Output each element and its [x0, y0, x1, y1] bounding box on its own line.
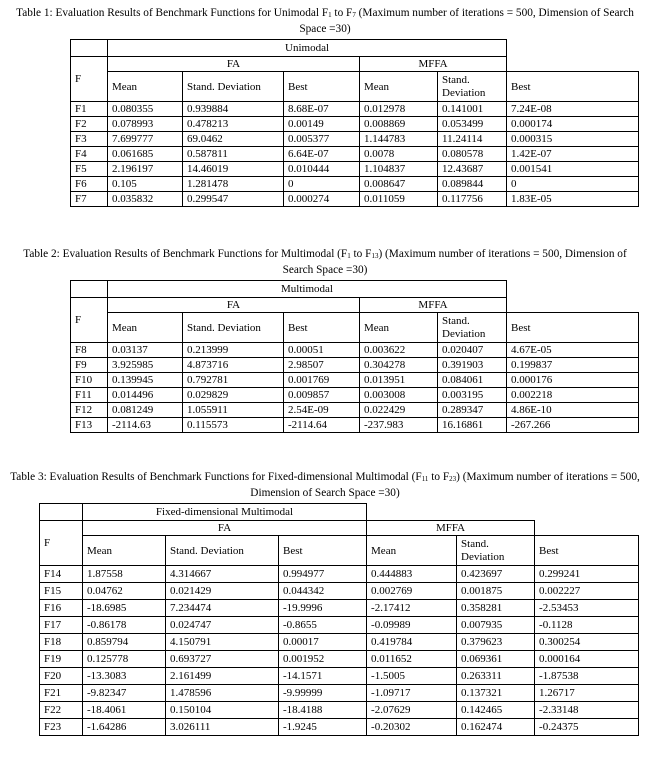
- value-cell: 0.379623: [457, 634, 535, 651]
- f-cell: F21: [40, 685, 83, 702]
- table-3-f-header: F: [40, 521, 83, 566]
- value-cell: 0.994977: [279, 566, 367, 583]
- value-cell: 16.16861: [438, 418, 507, 433]
- value-cell: -2.53453: [535, 600, 639, 617]
- value-cell: 1.42E-07: [507, 147, 639, 162]
- value-cell: 69.0462: [183, 132, 284, 147]
- table-row: [40, 583, 639, 600]
- value-cell: 0.444883: [367, 566, 457, 583]
- f-cell: F23: [40, 719, 83, 736]
- table-row: [40, 600, 639, 617]
- value-cell: 1.055911: [183, 403, 284, 418]
- value-cell: 0.029829: [183, 388, 284, 403]
- value-cell: 4.314667: [166, 566, 279, 583]
- value-cell: 3.925985: [108, 358, 183, 373]
- value-cell: -9.99999: [279, 685, 367, 702]
- value-cell: 0.199837: [507, 358, 639, 373]
- value-cell: -1.87538: [535, 668, 639, 685]
- value-cell: -1.64286: [83, 719, 166, 736]
- value-cell: 0.010444: [284, 162, 360, 177]
- value-cell: 0.000274: [284, 192, 360, 207]
- column-header: Best: [284, 313, 360, 343]
- value-cell: 0.003195: [438, 388, 507, 403]
- table-2-group-header: Multimodal: [108, 281, 507, 298]
- f-cell: F12: [71, 403, 108, 418]
- value-cell: 0.000176: [507, 373, 639, 388]
- table-1-corner: [71, 40, 108, 57]
- value-cell: 0.939884: [183, 102, 284, 117]
- value-cell: 0.013951: [360, 373, 438, 388]
- value-cell: -14.1571: [279, 668, 367, 685]
- value-cell: 0: [507, 177, 639, 192]
- value-cell: 0.693727: [166, 651, 279, 668]
- value-cell: 0.000164: [535, 651, 639, 668]
- value-cell: 0.008647: [360, 177, 438, 192]
- table-3-group-header: Fixed-dimensional Multimodal: [83, 504, 367, 521]
- value-cell: 0.020407: [438, 343, 507, 358]
- value-cell: 0.022429: [360, 403, 438, 418]
- value-cell: 0.014496: [108, 388, 183, 403]
- value-cell: 0.142465: [457, 702, 535, 719]
- table-row: [40, 702, 639, 719]
- value-cell: -2114.64: [284, 418, 360, 433]
- value-cell: 2.98507: [284, 358, 360, 373]
- value-cell: 0.300254: [535, 634, 639, 651]
- table-row: [40, 617, 639, 634]
- value-cell: 0.423697: [457, 566, 535, 583]
- value-cell: 6.64E-07: [284, 147, 360, 162]
- value-cell: 7.234474: [166, 600, 279, 617]
- value-cell: 0.035832: [108, 192, 183, 207]
- value-cell: 0.061685: [108, 147, 183, 162]
- column-header: Best: [279, 536, 367, 566]
- value-cell: 0.150104: [166, 702, 279, 719]
- value-cell: -18.6985: [83, 600, 166, 617]
- column-header: Stand. Deviation: [457, 536, 535, 566]
- table-row: [40, 668, 639, 685]
- value-cell: -267.266: [507, 418, 639, 433]
- value-cell: 1.26717: [535, 685, 639, 702]
- value-cell: 0.001769: [284, 373, 360, 388]
- value-cell: 11.24114: [438, 132, 507, 147]
- value-cell: 0.002769: [367, 583, 457, 600]
- value-cell: -2.07629: [367, 702, 457, 719]
- value-cell: 0.419784: [367, 634, 457, 651]
- value-cell: -2.17412: [367, 600, 457, 617]
- f-cell: F4: [71, 147, 108, 162]
- column-header: Stand. Deviation: [166, 536, 279, 566]
- table-2-fa-header: FA: [108, 298, 360, 313]
- value-cell: -18.4061: [83, 702, 166, 719]
- value-cell: 2.161499: [166, 668, 279, 685]
- f-cell: F19: [40, 651, 83, 668]
- table-1: [70, 39, 639, 207]
- table-1-caption: Table 1: Evaluation Results of Benchmark Functions for Unimodal $F_1$ to $F_7$ (Maximum number of iterations = 500, Dimension of Search Space =30): [16, 7, 634, 35]
- table-row: [40, 719, 639, 736]
- value-cell: 0.007935: [457, 617, 535, 634]
- value-cell: 0.117756: [438, 192, 507, 207]
- f-cell: F8: [71, 343, 108, 358]
- table-2: [70, 280, 639, 433]
- table-1-f-header: F: [71, 57, 108, 102]
- value-cell: -2114.63: [108, 418, 183, 433]
- table-row: [71, 132, 639, 147]
- value-cell: 0.011652: [367, 651, 457, 668]
- value-cell: 0.080578: [438, 147, 507, 162]
- value-cell: 0.391903: [438, 358, 507, 373]
- value-cell: 1.478596: [166, 685, 279, 702]
- value-cell: 0.000315: [507, 132, 639, 147]
- value-cell: -1.09717: [367, 685, 457, 702]
- table-row: [71, 102, 639, 117]
- f-cell: F14: [40, 566, 83, 583]
- value-cell: 0.299241: [535, 566, 639, 583]
- value-cell: 0.299547: [183, 192, 284, 207]
- value-cell: 0.053499: [438, 117, 507, 132]
- value-cell: 0.587811: [183, 147, 284, 162]
- table-2-corner: [71, 281, 108, 298]
- value-cell: 0.105: [108, 177, 183, 192]
- column-header: Mean: [108, 313, 183, 343]
- table-3-fa-header: FA: [83, 521, 367, 536]
- f-cell: F10: [71, 373, 108, 388]
- value-cell: 3.026111: [166, 719, 279, 736]
- value-cell: -18.4188: [279, 702, 367, 719]
- value-cell: 0.009857: [284, 388, 360, 403]
- table-row: [40, 685, 639, 702]
- table-row: [71, 192, 639, 207]
- value-cell: 0.478213: [183, 117, 284, 132]
- value-cell: 4.873716: [183, 358, 284, 373]
- value-cell: 0.000174: [507, 117, 639, 132]
- table-row: [40, 566, 639, 583]
- value-cell: -237.983: [360, 418, 438, 433]
- value-cell: 1.281478: [183, 177, 284, 192]
- value-cell: 7.699777: [108, 132, 183, 147]
- f-cell: F9: [71, 358, 108, 373]
- value-cell: 1.104837: [360, 162, 438, 177]
- f-cell: F3: [71, 132, 108, 147]
- value-cell: 14.46019: [183, 162, 284, 177]
- column-header: Stand. Deviation: [438, 313, 507, 343]
- f-cell: F11: [71, 388, 108, 403]
- value-cell: 0.139945: [108, 373, 183, 388]
- value-cell: 0.089844: [438, 177, 507, 192]
- table-row: [71, 403, 639, 418]
- column-header: Stand. Deviation: [183, 313, 284, 343]
- value-cell: 0.141001: [438, 102, 507, 117]
- value-cell: 0.012978: [360, 102, 438, 117]
- value-cell: 0.00017: [279, 634, 367, 651]
- table-row: [71, 177, 639, 192]
- value-cell: -19.9996: [279, 600, 367, 617]
- value-cell: -13.3083: [83, 668, 166, 685]
- value-cell: 2.54E-09: [284, 403, 360, 418]
- value-cell: 0.078993: [108, 117, 183, 132]
- f-cell: F18: [40, 634, 83, 651]
- table-row: [71, 343, 639, 358]
- value-cell: -0.09989: [367, 617, 457, 634]
- table-3: [39, 503, 639, 736]
- value-cell: 0.024747: [166, 617, 279, 634]
- value-cell: 0.00051: [284, 343, 360, 358]
- table-row: [71, 418, 639, 433]
- value-cell: 0.021429: [166, 583, 279, 600]
- value-cell: 0.069361: [457, 651, 535, 668]
- value-cell: 0.0078: [360, 147, 438, 162]
- table-row: [71, 147, 639, 162]
- value-cell: -0.86178: [83, 617, 166, 634]
- f-cell: F15: [40, 583, 83, 600]
- value-cell: 0.044342: [279, 583, 367, 600]
- value-cell: 1.87558: [83, 566, 166, 583]
- value-cell: 0.003622: [360, 343, 438, 358]
- value-cell: 0.001952: [279, 651, 367, 668]
- value-cell: -0.24375: [535, 719, 639, 736]
- table-row: [71, 358, 639, 373]
- value-cell: 0.081249: [108, 403, 183, 418]
- value-cell: 7.24E-08: [507, 102, 639, 117]
- value-cell: 0.125778: [83, 651, 166, 668]
- value-cell: 0.358281: [457, 600, 535, 617]
- value-cell: 0.263311: [457, 668, 535, 685]
- column-header: Stand. Deviation: [438, 72, 507, 102]
- value-cell: 0.137321: [457, 685, 535, 702]
- column-header: Mean: [108, 72, 183, 102]
- value-cell: 0.001541: [507, 162, 639, 177]
- column-header: Mean: [83, 536, 166, 566]
- value-cell: 0.162474: [457, 719, 535, 736]
- f-cell: F5: [71, 162, 108, 177]
- value-cell: 0.859794: [83, 634, 166, 651]
- table-1-group-header: Unimodal: [108, 40, 507, 57]
- column-header: Mean: [360, 313, 438, 343]
- value-cell: 0.00149: [284, 117, 360, 132]
- value-cell: 0: [284, 177, 360, 192]
- f-cell: F1: [71, 102, 108, 117]
- value-cell: -0.20302: [367, 719, 457, 736]
- column-header: Mean: [360, 72, 438, 102]
- value-cell: 4.150791: [166, 634, 279, 651]
- f-cell: F22: [40, 702, 83, 719]
- table-2-mffa-header: MFFA: [360, 298, 507, 313]
- value-cell: 0.792781: [183, 373, 284, 388]
- value-cell: 12.43687: [438, 162, 507, 177]
- value-cell: 0.002227: [535, 583, 639, 600]
- value-cell: 2.196197: [108, 162, 183, 177]
- value-cell: 0.304278: [360, 358, 438, 373]
- f-cell: F20: [40, 668, 83, 685]
- table-3-corner: [40, 504, 83, 521]
- value-cell: 0.002218: [507, 388, 639, 403]
- column-header: Best: [535, 536, 639, 566]
- column-header: Best: [284, 72, 360, 102]
- value-cell: -0.1128: [535, 617, 639, 634]
- value-cell: 0.005377: [284, 132, 360, 147]
- table-row: [71, 117, 639, 132]
- f-cell: F2: [71, 117, 108, 132]
- column-header: Mean: [367, 536, 457, 566]
- table-row: [71, 388, 639, 403]
- f-cell: F6: [71, 177, 108, 192]
- table-1-fa-header: FA: [108, 57, 360, 72]
- value-cell: 0.213999: [183, 343, 284, 358]
- value-cell: 0.001875: [457, 583, 535, 600]
- value-cell: 0.080355: [108, 102, 183, 117]
- value-cell: -0.8655: [279, 617, 367, 634]
- table-2-f-header: F: [71, 298, 108, 343]
- value-cell: -1.5005: [367, 668, 457, 685]
- value-cell: 8.68E-07: [284, 102, 360, 117]
- value-cell: 1.144783: [360, 132, 438, 147]
- table-row: [40, 651, 639, 668]
- f-cell: F7: [71, 192, 108, 207]
- table-row: [40, 634, 639, 651]
- value-cell: 0.008869: [360, 117, 438, 132]
- value-cell: 0.115573: [183, 418, 284, 433]
- column-header: Best: [507, 72, 639, 102]
- value-cell: 0.289347: [438, 403, 507, 418]
- table-1-mffa-header: MFFA: [360, 57, 507, 72]
- table-row: [71, 373, 639, 388]
- value-cell: 0.04762: [83, 583, 166, 600]
- value-cell: 0.011059: [360, 192, 438, 207]
- table-2-caption: Table 2: Evaluation Results of Benchmark Functions for Multimodal ($F_1$ to $F_{13}$) (Maximum number of iterations = 500, Dimension of Search Space =30): [23, 248, 627, 276]
- column-header: Best: [507, 313, 639, 343]
- value-cell: -9.82347: [83, 685, 166, 702]
- value-cell: 4.86E-10: [507, 403, 639, 418]
- value-cell: -2.33148: [535, 702, 639, 719]
- column-header: Stand. Deviation: [183, 72, 284, 102]
- f-cell: F17: [40, 617, 83, 634]
- table-3-mffa-header: MFFA: [367, 521, 535, 536]
- value-cell: -1.9245: [279, 719, 367, 736]
- table-row: [71, 162, 639, 177]
- table-3-caption: Table 3: Evaluation Results of Benchmark Functions for Fixed-dimensional Multimodal ($F_{11}$ to $F_{23}$) (Maximum number of iterations = 500, Dimension of Search Space =30): [10, 471, 640, 499]
- value-cell: 0.03137: [108, 343, 183, 358]
- f-cell: F16: [40, 600, 83, 617]
- value-cell: 0.003008: [360, 388, 438, 403]
- value-cell: 1.83E-05: [507, 192, 639, 207]
- value-cell: 0.084061: [438, 373, 507, 388]
- value-cell: 4.67E-05: [507, 343, 639, 358]
- f-cell: F13: [71, 418, 108, 433]
